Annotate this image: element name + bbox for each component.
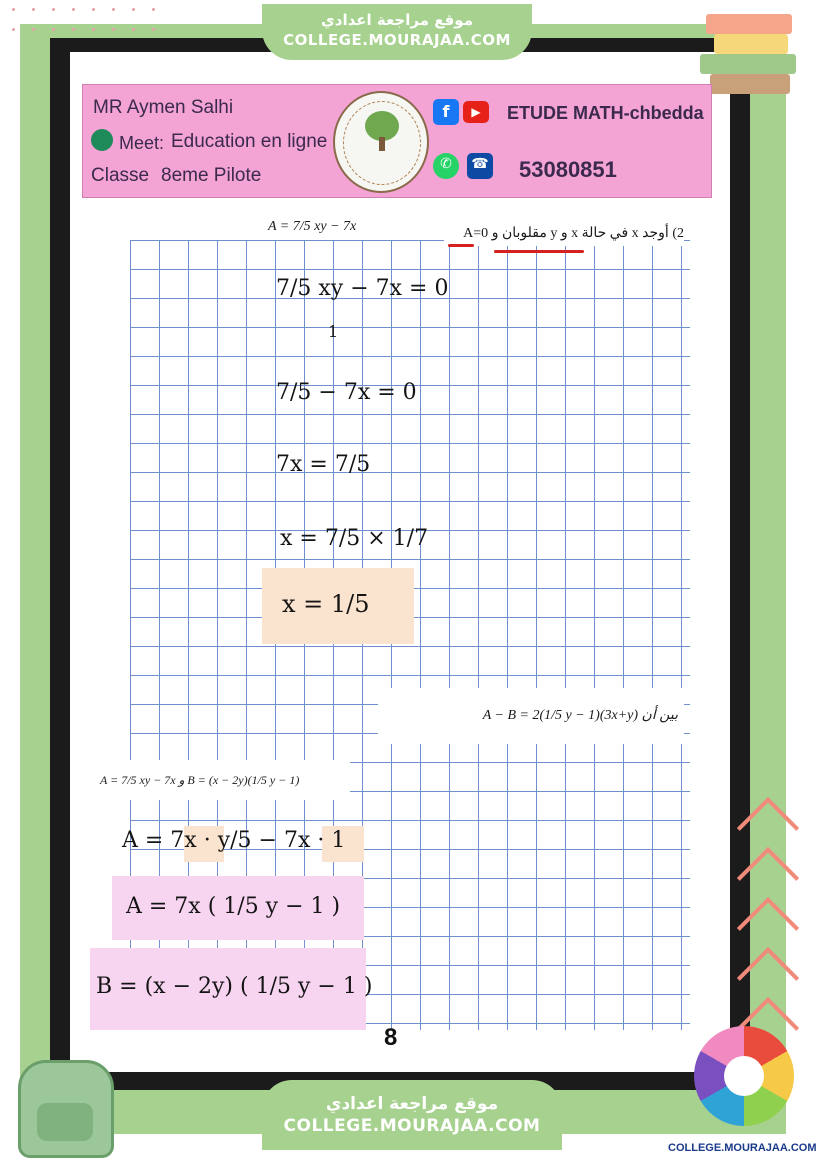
red-underline-2 (494, 250, 584, 253)
class-value: 8eme Pilote (161, 165, 262, 186)
meet-label: Meet: (119, 133, 165, 153)
school-logo (333, 91, 429, 193)
handwritten-line-4: x = 7/5 × 1/7 (280, 526, 429, 551)
question-2: 2) أوجد x في حالة x و y مقلوبان و A=0 (444, 222, 684, 246)
facebook-icon[interactable]: f (433, 99, 459, 125)
question-1: بين أن A − B = 2(1/5 y − 1)(3x+y) (378, 688, 684, 744)
whatsapp-icon[interactable]: ✆ (433, 153, 459, 179)
bottom-site-banner[interactable] (262, 1080, 562, 1150)
google-meet-icon (91, 129, 113, 151)
top-site-banner[interactable] (262, 4, 532, 60)
books-icon (700, 14, 800, 94)
bottom-banner-arabic: موقع مراجعة اعدادي (325, 1094, 499, 1114)
handwritten-brace-note: 1 (328, 322, 339, 341)
worksheet-header (82, 84, 712, 198)
phone-number: 53080851 (519, 157, 617, 182)
phone-icon[interactable]: ☎ (467, 153, 493, 179)
handwritten-line-1: 7/5 xy − 7x = 0 (276, 276, 449, 301)
youtube-icon[interactable]: ▶ (463, 101, 489, 123)
handwritten-line-6: A = 7x · y/5 − 7x · 1 (122, 828, 346, 853)
handwritten-line-8: B = (x − 2y) ( 1/5 y − 1 ) (96, 974, 373, 999)
handwritten-line-5: x = 1/5 (282, 590, 370, 618)
page-number: 8 (384, 1024, 398, 1051)
meet-value: Education en ligne (171, 131, 328, 152)
top-banner-arabic: موقع مراجعة اعدادي (321, 11, 473, 29)
teacher-name: MR Aymen Salhi (93, 97, 234, 118)
class-label: Classe (91, 165, 150, 186)
bottom-banner-url[interactable]: COLLEGE.MOURAJAA.COM (283, 1116, 541, 1136)
backpack-icon (18, 1060, 114, 1158)
site-logo-caption: COLLEGE.MOURAJAA.COM (668, 1142, 817, 1154)
site-logo-icon (694, 1026, 794, 1126)
handwritten-line-2: 7/5 − 7x = 0 (276, 380, 417, 405)
given-expression: A = 7/5 xy − 7x (268, 214, 388, 240)
handwritten-line-3: 7x = 7/5 (276, 452, 371, 477)
handwritten-line-7: A = 7x ( 1/5 y − 1 ) (126, 894, 341, 919)
red-underline-1 (448, 244, 474, 247)
channel-name: ETUDE MATH-chbedda (507, 103, 704, 123)
given-A-and-B: A = 7/5 xy − 7x و B = (x − 2y)(1/5 y − 1) (100, 760, 350, 800)
top-banner-url[interactable]: COLLEGE.MOURAJAA.COM (283, 31, 511, 49)
